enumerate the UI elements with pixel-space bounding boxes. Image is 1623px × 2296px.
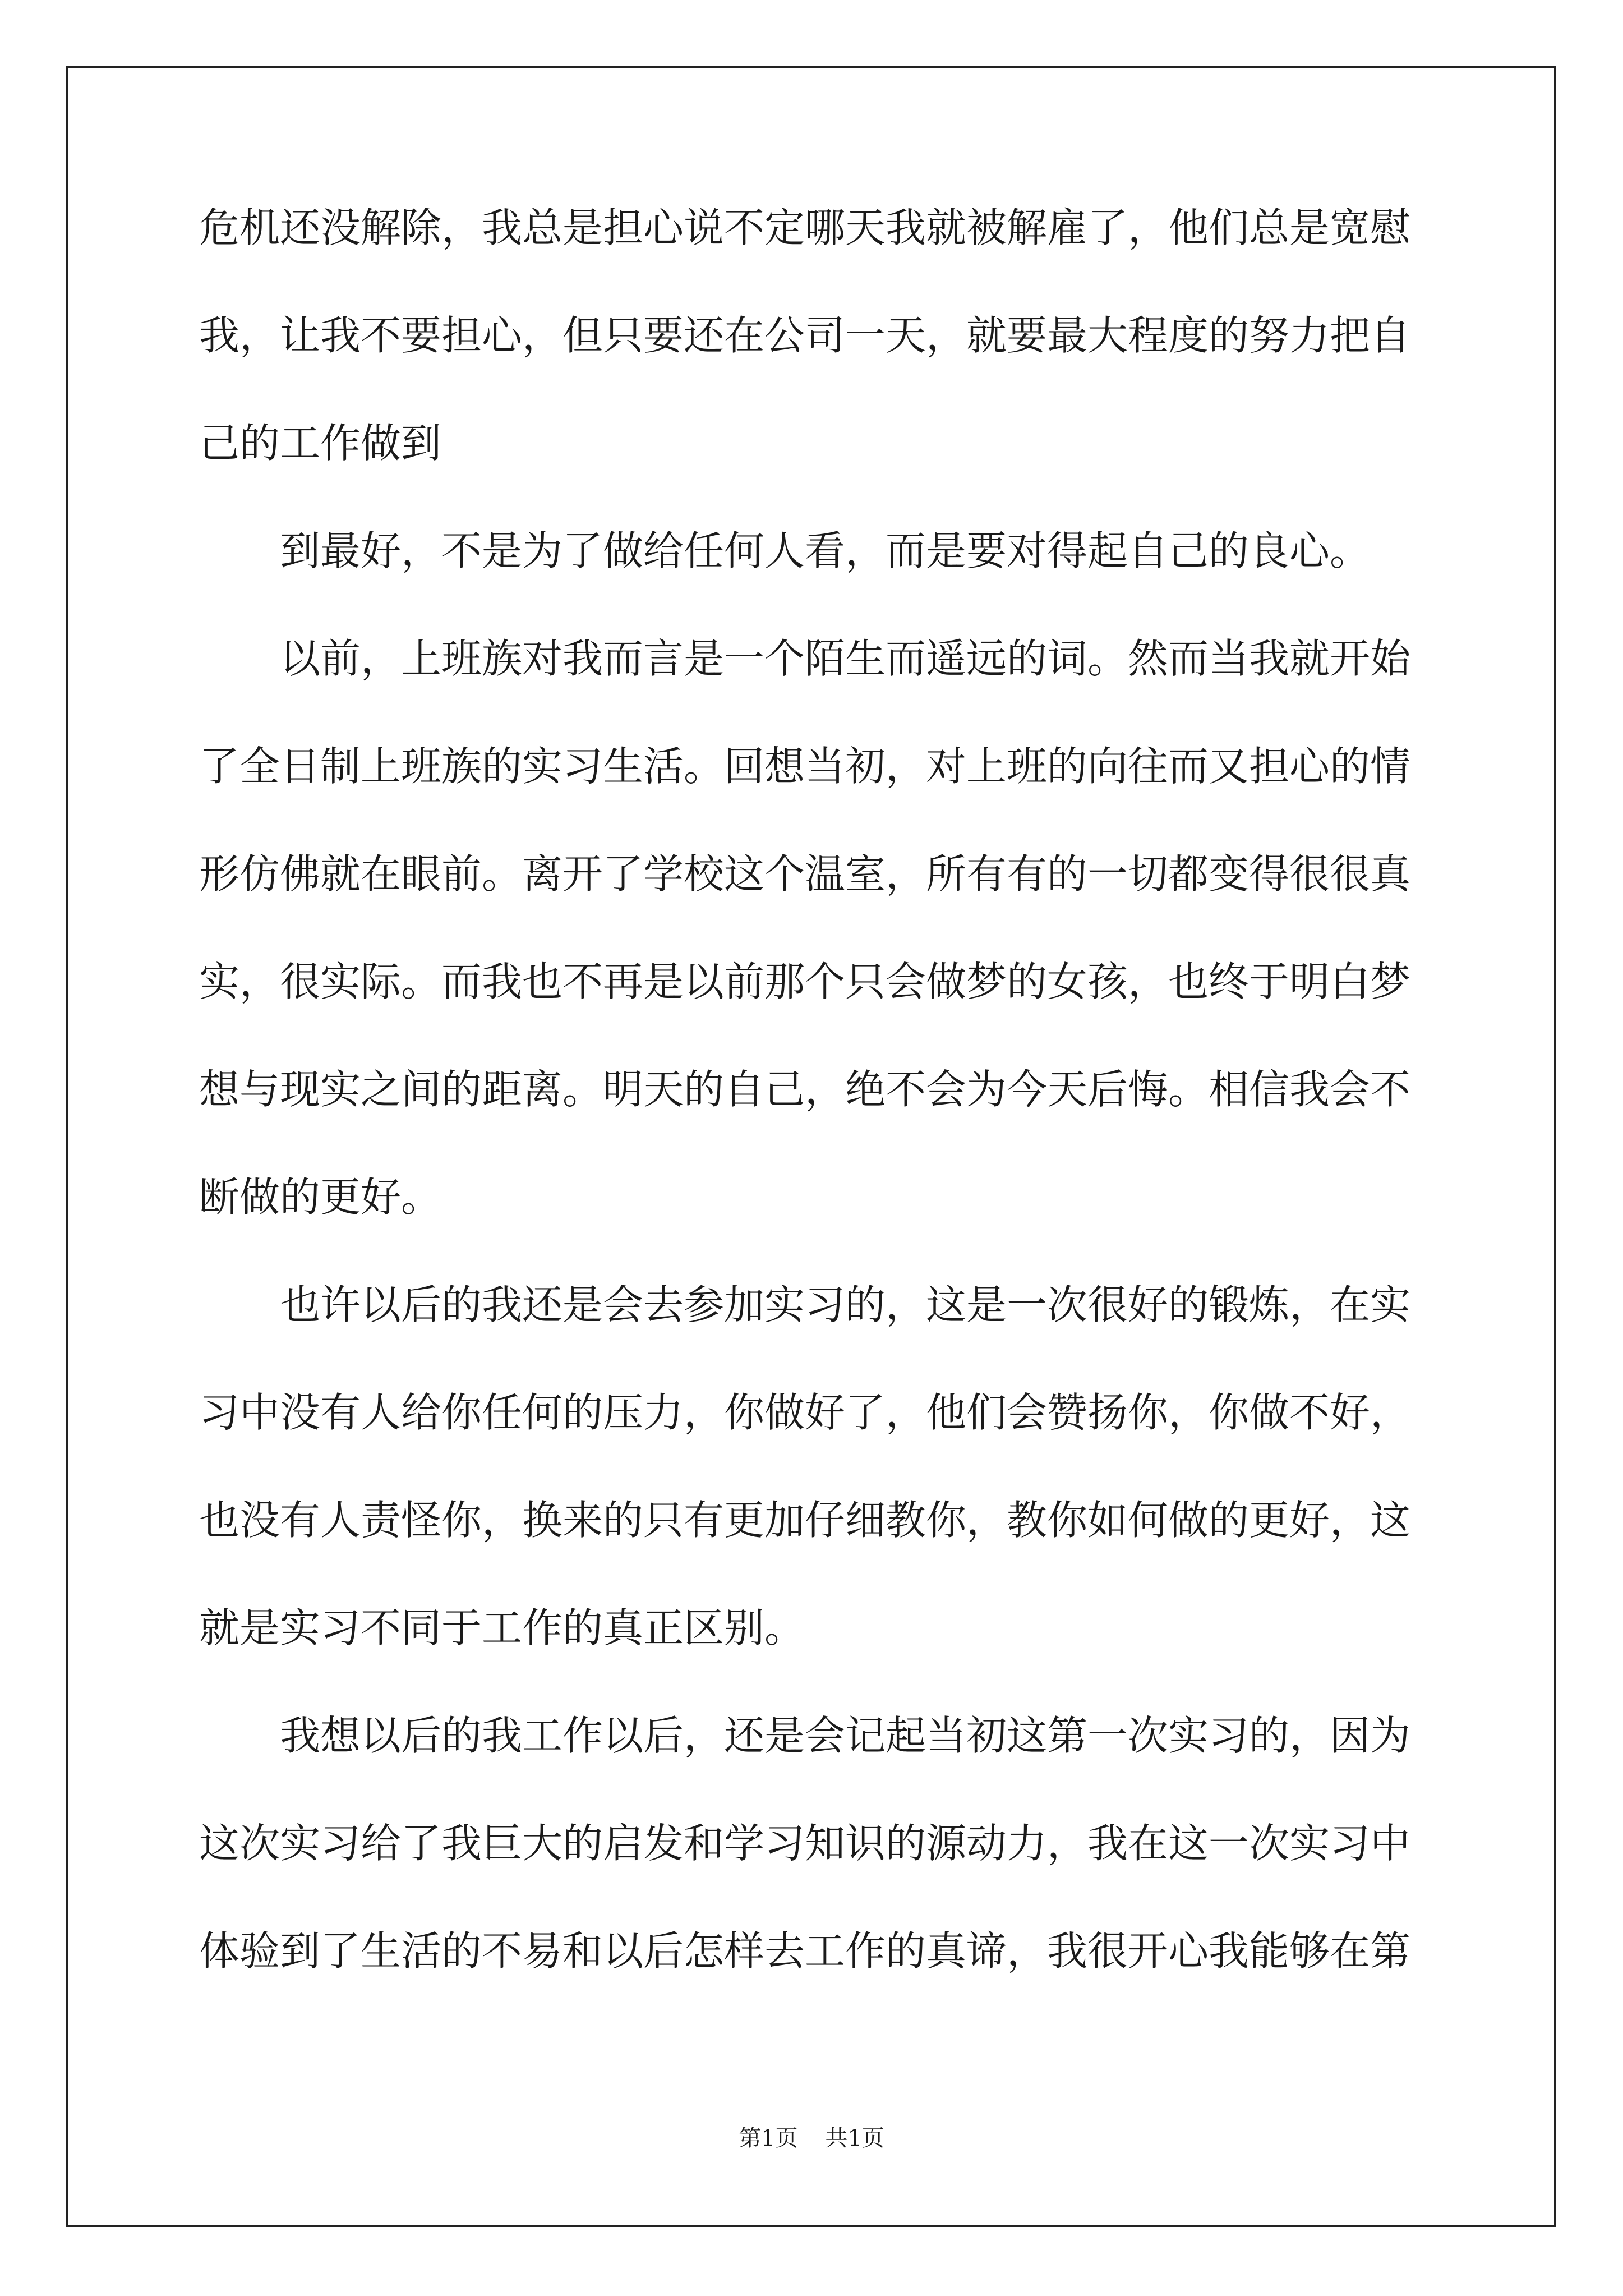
text-line: 断做的更好。 (199, 1174, 442, 1221)
page-footer (0, 2120, 1623, 2152)
text-line: 到最好，不是为了做给任何人看，而是要对得起自己的良心。 (280, 527, 1371, 574)
text-line: 想与现实之间的距离。明天的自己，绝不会为今天后悔。相信我会不 (199, 1066, 1411, 1113)
text-line: 己的工作做到 (199, 420, 442, 467)
page-border (66, 66, 1556, 2227)
text-line: 我想以后的我工作以后，还是会记起当初这第一次实习的，因为 (280, 1712, 1411, 1759)
text-line: 习中没有人给你任何的压力，你做好了，他们会赞扬你，你做不好， (199, 1389, 1411, 1436)
text-line: 体验到了生活的不易和以后怎样去工作的真谛，我很开心我能够在第 (199, 1927, 1411, 1975)
text-line: 我，让我不要担心，但只要还在公司一天，就要最大程度的努力把自 (199, 312, 1411, 359)
text-line: 就是实习不同于工作的真正区别。 (199, 1604, 805, 1651)
text-line: 这次实习给了我巨大的启发和学习知识的源动力，我在这一次实习中 (199, 1820, 1411, 1867)
page-number: 第1页 (739, 2125, 798, 2151)
text-line: 形仿佛就在眼前。离开了学校这个温室，所有有的一切都变得很很真 (199, 850, 1411, 898)
text-line: 也没有人责怪你，换来的只有更加仔细教你，教你如何做的更好，这 (199, 1497, 1411, 1544)
text-line: 以前，上班族对我而言是一个陌生而遥远的词。然而当我就开始 (280, 635, 1411, 682)
text-line: 危机还没解除，我总是担心说不定哪天我就被解雇了，他们总是宽慰 (199, 204, 1411, 251)
text-line: 了全日制上班族的实习生活。回想当初，对上班的向往而又担心的情 (199, 743, 1411, 790)
text-line: 也许以后的我还是会去参加实习的，这是一次很好的锻炼，在实 (280, 1281, 1411, 1328)
text-line: 实，很实际。而我也不再是以前那个只会做梦的女孩，也终于明白梦 (199, 958, 1411, 1005)
page-total: 共1页 (825, 2125, 884, 2151)
